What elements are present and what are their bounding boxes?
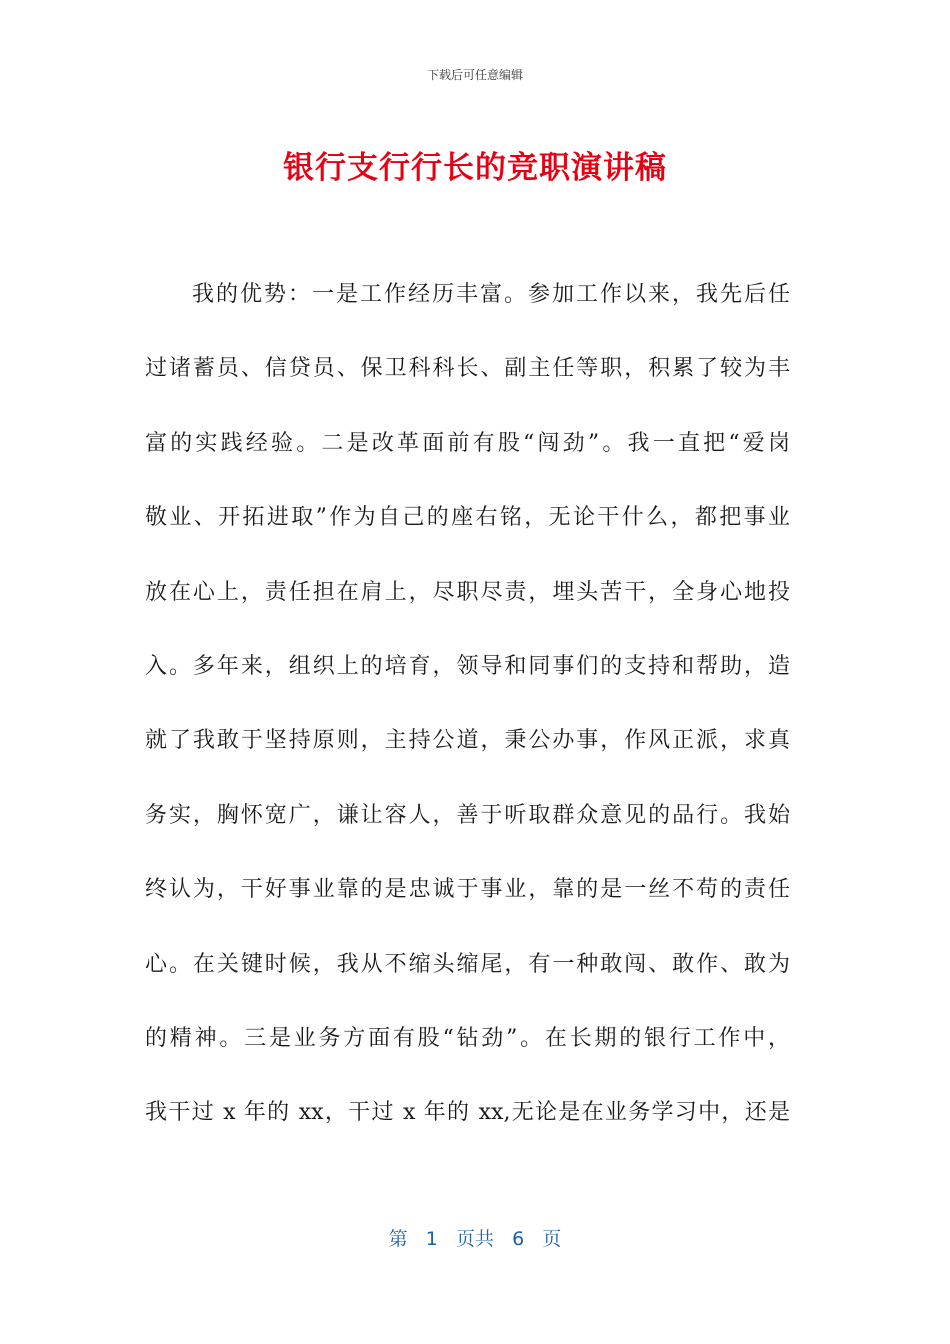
current-page-number: 1 <box>425 1228 438 1250</box>
body-line: 终认为，干好事业靠的是忠诚于事业，靠的是一丝不苟的责任 <box>145 877 790 903</box>
document-title: 银行支行行长的竞职演讲稿 <box>283 150 667 186</box>
body-line: 的精神。三是业务方面有股“钻劲”。在长期的银行工作中， <box>145 1025 790 1051</box>
page-suffix: 页 <box>542 1228 562 1250</box>
body-line: 敬业、开拓进取”作为自己的座右铭，无论干什么，都把事业 <box>145 505 790 531</box>
page-prefix: 第 <box>388 1228 408 1250</box>
body-line: 我的优势：一是工作经历丰富。参加工作以来，我先后任 <box>192 282 790 307</box>
header-note: 下载后可任意编辑 <box>426 68 523 82</box>
body-line: 就了我敢于坚持原则，主持公道，秉公办事，作风正派，求真 <box>145 728 790 754</box>
body-line: 务实，胸怀宽广，谦让容人，善于听取群众意见的品行。我始 <box>145 802 790 828</box>
body-line: 入。多年来，组织上的培育，领导和同事们的支持和帮助，造 <box>145 653 790 679</box>
total-pages-number: 6 <box>512 1228 525 1250</box>
body-line: 放在心上，责任担在肩上，尽职尽责，埋头苦干，全身心地投 <box>145 579 790 605</box>
body-line: 我干过 x 年的 xx，干过 x 年的 xx,无论是在业务学习中，还是 <box>145 1100 790 1126</box>
body-line: 过诸蓄员、信贷员、保卫科科长、副主任等职，积累了较为丰 <box>145 356 790 382</box>
page-mid: 页共 <box>455 1228 494 1250</box>
body-line: 心。在关键时候，我从不缩头缩尾，有一种敢闯、敢作、敢为 <box>145 951 790 977</box>
document-body <box>145 275 790 1168</box>
body-line: 富的实践经验。二是改革面前有股“闯劲”。我一直把“爱岗 <box>145 430 790 456</box>
page-footer <box>0 1224 950 1251</box>
